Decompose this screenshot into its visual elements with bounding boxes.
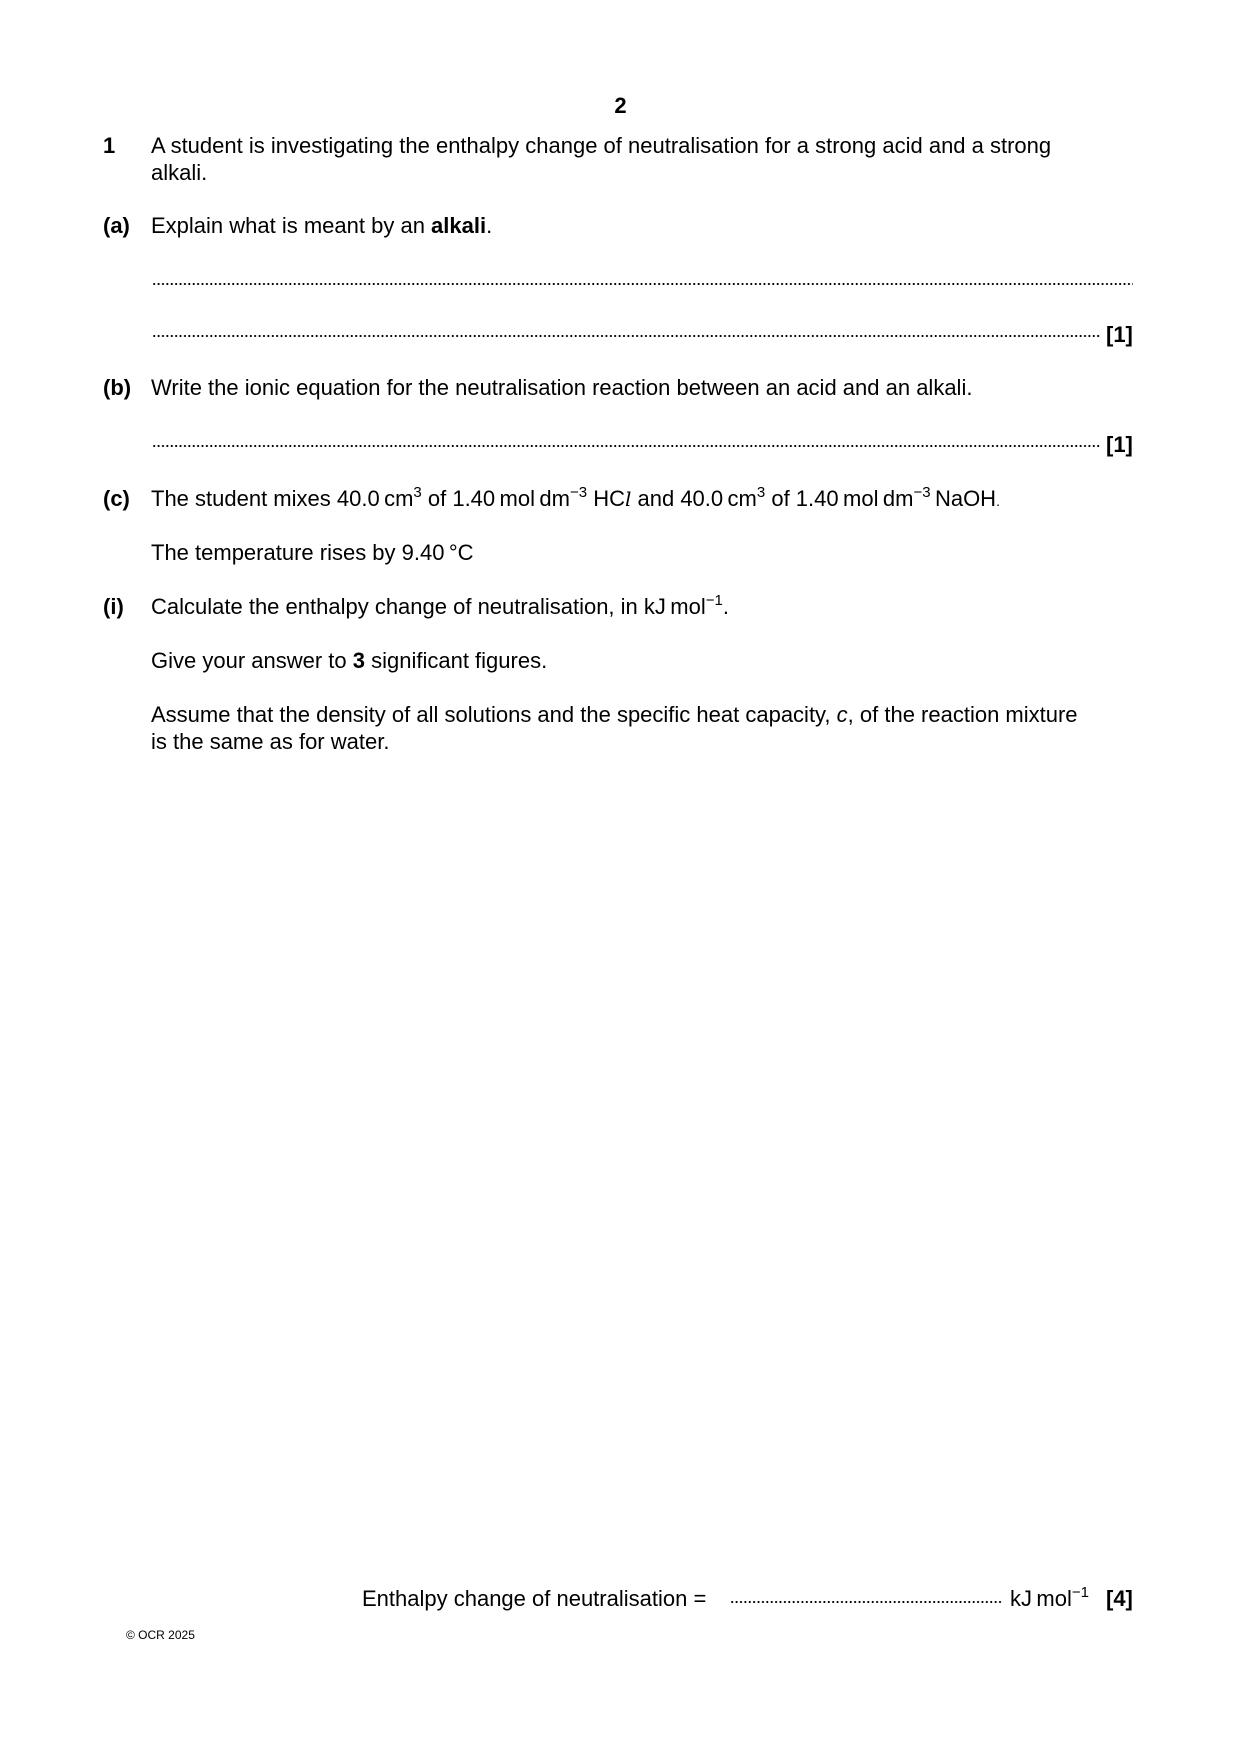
part-c-sup3: 3	[756, 484, 766, 501]
part-a-text-pre: Explain what is meant by an	[151, 213, 432, 238]
part-c-seg1: The student mixes 40.0 cm	[151, 486, 414, 511]
part-c-i-question	[151, 593, 729, 620]
part-c-i-assumption-line2: is the same as for water.	[151, 729, 390, 754]
answer-label: Enthalpy change of neutralisation =	[362, 1586, 707, 1611]
part-c-i-marks: [4]	[1106, 1586, 1133, 1611]
part-c-sup2: −3	[569, 484, 588, 501]
part-b-question: Write the ionic equation for the neutralisation reaction between an acid and an alkali.	[151, 375, 973, 400]
part-c-i-sig-figs	[151, 647, 547, 674]
part-c-ell: l	[624, 487, 632, 511]
part-a-marks: [1]	[1106, 322, 1133, 347]
part-c-seg7: .	[996, 493, 1000, 509]
answer-line-b1[interactable]	[152, 444, 1100, 448]
copyright: © OCR 2025	[126, 1628, 195, 1642]
part-c-i-sup: −1	[705, 592, 723, 609]
part-c-i-label: (i)	[103, 594, 124, 619]
question-intro-line1: A student is investigating the enthalpy change of neutralisation for a strong acid and a strong	[151, 133, 1052, 158]
part-b-marks: [1]	[1106, 432, 1133, 457]
part-c-i-text-end: .	[722, 594, 729, 619]
part-b-label: (b)	[103, 375, 132, 400]
answer-input-line[interactable]	[730, 1600, 1002, 1604]
assume-post: , of the reaction mixture	[847, 702, 1078, 727]
question-intro-line2: alkali.	[151, 160, 208, 185]
part-c-seg5: of 1.40 mol dm	[765, 486, 914, 511]
part-a-label: (a)	[103, 213, 130, 238]
sig-figs-bold: 3	[352, 648, 365, 673]
part-c-seg6: NaOH	[930, 486, 997, 511]
part-a-text-post: .	[486, 213, 493, 238]
answer-line-a1[interactable]	[152, 282, 1133, 286]
part-c-seg2: of 1.40 mol dm	[421, 486, 570, 511]
part-c-temperature: The temperature rises by 9.40 °C	[151, 540, 474, 565]
page-number: 2	[614, 93, 627, 118]
working-space[interactable]	[151, 770, 1131, 1550]
part-c-sup4: −3	[913, 484, 931, 501]
part-c-seg4: and 40.0 cm	[631, 486, 757, 511]
part-c-i-text: Calculate the enthalpy change of neutralisation, in kJ mol	[151, 594, 706, 619]
sig-figs-pre: Give your answer to	[151, 648, 353, 673]
part-c-seg3: HC	[587, 486, 625, 511]
part-c-sup1: 3	[413, 484, 422, 501]
answer-unit-text: kJ mol	[1010, 1586, 1072, 1611]
assume-italic-c: c	[836, 702, 848, 727]
part-a-question	[151, 212, 492, 239]
part-c-i-assumption-line1	[151, 701, 1078, 728]
answer-unit	[1010, 1585, 1089, 1612]
part-a-text-bold: alkali	[431, 213, 487, 238]
answer-unit-sup: −1	[1071, 1584, 1089, 1601]
question-number: 1	[103, 133, 116, 158]
sig-figs-post: significant figures.	[365, 648, 548, 673]
part-c-statement	[151, 485, 1000, 515]
part-c-label: (c)	[103, 486, 130, 511]
answer-line-a2[interactable]	[152, 334, 1100, 338]
assume-pre: Assume that the density of all solutions and the specific heat capacity,	[151, 702, 837, 727]
